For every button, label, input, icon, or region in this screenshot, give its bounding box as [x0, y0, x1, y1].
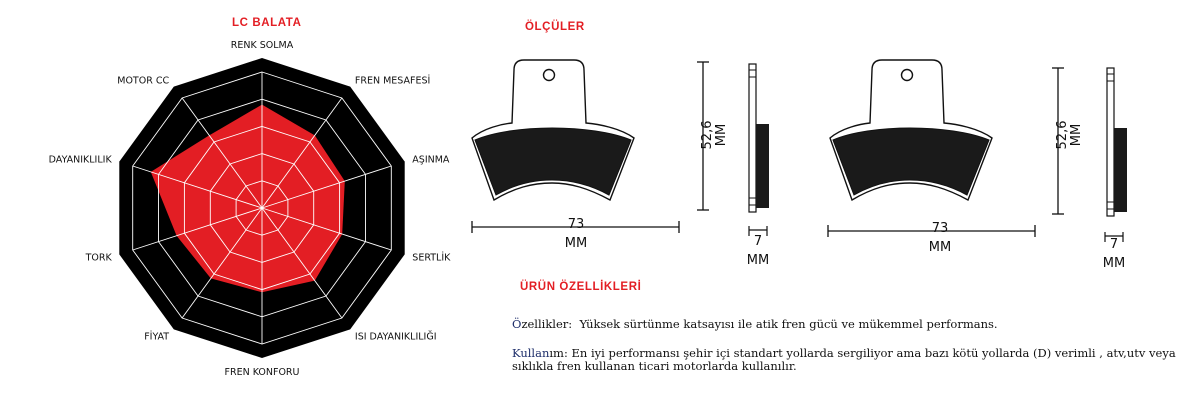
usage-key-rest: ım: [549, 346, 568, 360]
features-key-letter: Ö [512, 317, 522, 331]
usage-text: En iyi performansı şehir içi standart yollarda sergiliyor ama bazı kötü yollarda (D) verimli , atv,utv veya sıklıkla fren kullanan ticari motorlarda kullanılır. [512, 346, 1176, 373]
features-line [512, 318, 1200, 331]
width-unit-2: MM [928, 240, 952, 255]
radar-axis-label: TORK [85, 252, 112, 264]
radar-chart [0, 0, 530, 400]
side-view-2 [1107, 68, 1127, 216]
dimension-drawings [460, 40, 1200, 280]
radar-axis-label: DAYANIKLILIK [48, 154, 112, 166]
thickness-unit-2: MM [1102, 256, 1126, 271]
width-value-2: 73 [931, 221, 949, 236]
width-dimension-2 [828, 221, 1035, 255]
radar-axis-label: MOTOR CC [117, 75, 170, 87]
width-value-1: 73 [567, 217, 585, 232]
height-value-1: 52,6 [700, 120, 715, 150]
pad-front-view-2 [830, 60, 992, 200]
pad-front-view-1 [472, 60, 634, 200]
features-text: Yüksek sürtünme katsayısı ile atik fren gücü ve mükemmel performans. [579, 317, 998, 331]
thickness-unit-1: MM [746, 253, 770, 268]
radar-axis-label: FREN KONFORU [224, 367, 300, 378]
height-unit-2: MM [1069, 123, 1084, 147]
radar-axis-label: SERTLİK [412, 252, 451, 264]
height-value-2: 52,6 [1055, 120, 1070, 150]
width-unit-1: MM [564, 236, 588, 251]
radar-axis-label: FREN MESAFESİ [354, 75, 431, 87]
height-unit-1: MM [714, 123, 729, 147]
radar-axis-label: FİYAT [144, 331, 170, 343]
radar-axis-label: AŞINMA [412, 154, 450, 166]
chart-title: LC BALATA [232, 17, 302, 29]
width-dimension-1 [472, 217, 679, 251]
usage-key-highlight: Kullan [512, 346, 550, 360]
side-view-1 [749, 64, 769, 212]
thickness-dimension-1 [747, 226, 769, 268]
thickness-dimension-2 [1103, 232, 1125, 271]
radar-axis-label: ISI DAYANIKLILIĞI [354, 331, 437, 343]
thickness-value-2: 7 [1109, 237, 1119, 252]
height-dimension-2 [1052, 68, 1084, 214]
features-title: ÜRÜN ÖZELLİKLERİ [520, 281, 642, 293]
usage-line [512, 347, 1200, 373]
thickness-value-1: 7 [753, 234, 763, 249]
height-dimension-1 [697, 62, 729, 210]
dimensions-title: ÖLÇÜLER [525, 21, 585, 33]
radar-axis-label: RENK SOLMA [230, 40, 294, 51]
features-key-rest: zellikler: [521, 317, 573, 331]
